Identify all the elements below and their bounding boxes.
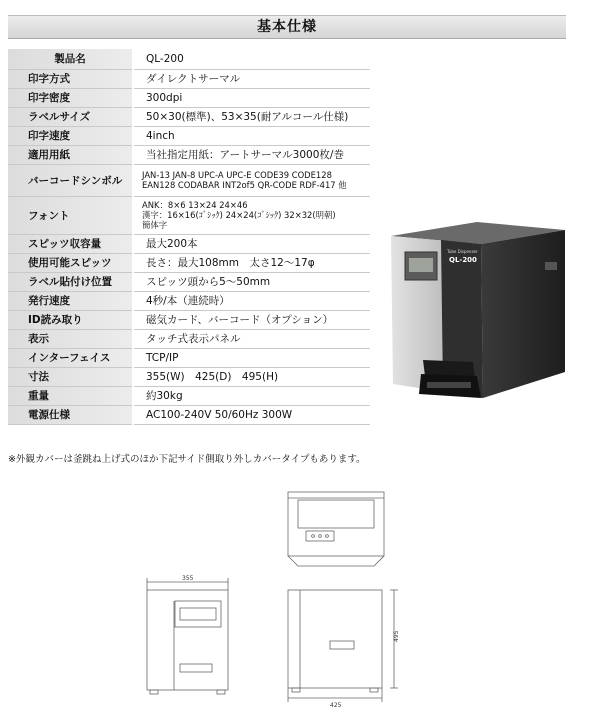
spec-value: タッチ式表示パネル <box>133 329 370 348</box>
spec-label: 適用用紙 <box>8 145 133 164</box>
spec-label: 印字速度 <box>8 126 133 145</box>
spec-value: TCP/IP <box>133 348 370 367</box>
top-view-drawing <box>288 492 384 566</box>
spec-label: フォント <box>8 196 133 234</box>
spec-label: 製品名 <box>8 49 133 69</box>
spec-label: 発行速度 <box>8 291 133 310</box>
cover-note: ※外観カバーは釜跳ね上げ式のほか下記サイド側取り外しカバータイプもあります。 <box>8 454 366 465</box>
spec-label: インターフェイス <box>8 348 133 367</box>
spec-value: 約30kg <box>133 386 370 405</box>
spec-value: AC100-240V 50/60Hz 300W <box>133 405 370 424</box>
spec-label: ラベル貼付け位置 <box>8 272 133 291</box>
section-title: 基本仕様 <box>8 15 566 39</box>
depth-dimension-label: 425 <box>330 702 342 709</box>
spec-value: 355(W) 425(D) 495(H) <box>133 367 370 386</box>
spec-value: QL-200 <box>133 49 370 69</box>
device-brand-text: Tube Dispenser <box>447 249 478 254</box>
spec-label: 寸法 <box>8 367 133 386</box>
front-view-drawing <box>147 578 228 694</box>
spec-label: 重量 <box>8 386 133 405</box>
spec-label: 印字密度 <box>8 88 133 107</box>
device-model-text: QL-200 <box>449 256 477 264</box>
spec-value: スピッツ頭から5～50mm <box>133 272 370 291</box>
height-dimension-label: 495 <box>393 630 400 642</box>
spec-value: 最大200本 <box>133 234 370 253</box>
spec-value: 当社指定用紙：アートサーマル3000枚/巻 <box>133 145 370 164</box>
spec-label: ID読み取り <box>8 310 133 329</box>
spec-value: 長さ：最大108mm 太さ12～17φ <box>133 253 370 272</box>
spec-value-line: 簡体字 <box>142 220 168 230</box>
spec-value: ダイレクトサーマル <box>133 69 370 88</box>
spec-label: 使用可能スピッツ <box>8 253 133 272</box>
spec-label: ラベルサイズ <box>8 107 133 126</box>
spec-label: スピッツ収容量 <box>8 234 133 253</box>
side-view-drawing <box>288 590 398 702</box>
spec-label: 表示 <box>8 329 133 348</box>
spec-value-line: ANK：8×6 13×24 24×46 <box>142 200 248 210</box>
width-dimension-label: 355 <box>182 575 194 582</box>
spec-value: 4秒/本（連続時） <box>133 291 370 310</box>
spec-label: 印字方式 <box>8 69 133 88</box>
spec-value: 50×30(標準)、53×35(耐アルコール仕様) <box>133 107 370 126</box>
spec-value: 300dpi <box>133 88 370 107</box>
spec-label: 電源仕様 <box>8 405 133 424</box>
spec-value: 4inch <box>133 126 370 145</box>
spec-value-line: JAN-13 JAN-8 UPC-A UPC-E CODE39 CODE128 <box>142 170 332 180</box>
spec-value-line: 漢字：16×16(ｺﾞｼｯｸ) 24×24(ｺﾞｼｯｸ) 32×32(明朝) <box>142 210 336 220</box>
spec-value: 磁気カード、バーコード（オプション） <box>133 310 370 329</box>
spec-label: バーコードシンボル <box>8 164 133 196</box>
spec-value-line: EAN128 CODABAR INT2of5 QR-CODE RDF-417 他 <box>142 180 347 190</box>
